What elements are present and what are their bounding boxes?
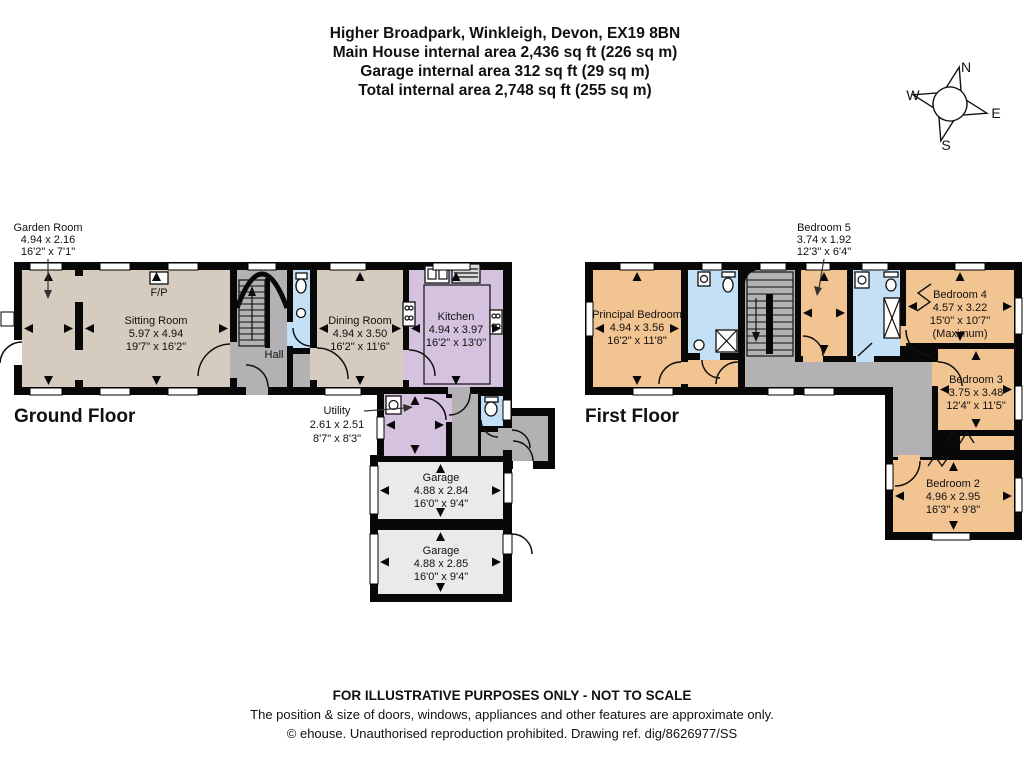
bedroom3-metric: 3.75 x 3.48 bbox=[948, 387, 1004, 399]
compass-w: W bbox=[906, 87, 920, 103]
garden-room-metric: 4.94 x 2.16 bbox=[20, 234, 76, 246]
bedroom3-imperial: 12'4" x 11'5" bbox=[946, 400, 1006, 412]
first-floor-label: First Floor bbox=[585, 406, 679, 427]
dining-room-metric: 4.94 x 3.50 bbox=[332, 328, 388, 340]
exterior-step bbox=[1, 312, 14, 326]
footer-disclaimer: FOR ILLUSTRATIVE PURPOSES ONLY - NOT TO SCALE bbox=[332, 688, 692, 703]
window-gap bbox=[702, 263, 722, 270]
landing-corridor bbox=[893, 387, 932, 457]
fireplace-label: F/P bbox=[150, 287, 168, 299]
garden-room-imperial: 16'2" x 7'1" bbox=[20, 246, 76, 258]
garage1-metric: 4.88 x 2.84 bbox=[413, 485, 469, 497]
garage2-imperial: 16'0" x 9'4" bbox=[413, 571, 469, 583]
footer-accuracy: The position & size of doors, windows, appliances and other features are approximate only. bbox=[250, 707, 774, 722]
window-gap bbox=[100, 388, 130, 395]
utility-name: Utility bbox=[323, 405, 351, 417]
compass-e: E bbox=[991, 105, 1001, 121]
bedroom5-name: Bedroom 5 bbox=[797, 222, 851, 234]
landing bbox=[745, 362, 932, 387]
window-gap bbox=[886, 464, 893, 490]
window-gap bbox=[248, 263, 276, 270]
window-gap bbox=[504, 473, 512, 503]
window-gap bbox=[1015, 298, 1022, 334]
window-gap bbox=[768, 388, 794, 395]
garage1-name: Garage bbox=[422, 472, 460, 484]
porch bbox=[512, 416, 548, 461]
page-title: Higher Broadpark, Winkleigh, Devon, EX19 8BN bbox=[329, 25, 681, 42]
window-gap bbox=[503, 400, 511, 420]
window-gap bbox=[804, 388, 834, 395]
compass-n: N bbox=[960, 59, 972, 75]
sitting-room-imperial: 19'7" x 16'2" bbox=[125, 341, 187, 353]
bedroom4-metric: 4.57 x 3.22 bbox=[932, 302, 988, 314]
window-gap bbox=[503, 534, 512, 554]
dining-room-imperial: 16'2" x 11'6" bbox=[330, 341, 390, 353]
hall-name: Hall bbox=[264, 349, 284, 361]
principal-bedroom-metric: 4.94 x 3.56 bbox=[609, 322, 665, 334]
washer-icon bbox=[386, 396, 401, 414]
window-gap bbox=[760, 263, 786, 270]
window-gap bbox=[325, 388, 361, 395]
garage2-metric: 4.88 x 2.85 bbox=[413, 558, 469, 570]
kitchen-name: Kitchen bbox=[437, 311, 475, 323]
window-gap bbox=[370, 534, 378, 584]
window-gap bbox=[100, 263, 130, 270]
window-gap bbox=[433, 263, 470, 270]
hall-rear-lobby bbox=[293, 354, 310, 387]
window-gap bbox=[377, 417, 384, 439]
bedroom3-name: Bedroom 3 bbox=[949, 374, 1003, 386]
header bbox=[330, 25, 680, 99]
garage2-name: Garage bbox=[422, 545, 460, 557]
bedroom4-imperial: 15'0" x 10'7" bbox=[929, 315, 991, 327]
footer bbox=[250, 688, 774, 741]
kitchen-metric: 4.94 x 3.97 bbox=[428, 324, 484, 336]
bedroom2-name: Bedroom 2 bbox=[926, 478, 980, 490]
bedroom2-metric: 4.96 x 2.95 bbox=[925, 491, 981, 503]
sitting-room-metric: 5.97 x 4.94 bbox=[128, 328, 184, 340]
utility-metric: 2.61 x 2.51 bbox=[309, 419, 365, 431]
bedroom4-extra: (Maximum) bbox=[932, 328, 988, 340]
bedroom5-imperial: 12'3" x 6'4" bbox=[796, 246, 852, 258]
window-gap bbox=[862, 263, 888, 270]
window-gap bbox=[1015, 386, 1022, 420]
dining-room-name: Dining Room bbox=[328, 315, 392, 327]
window-gap bbox=[30, 263, 62, 270]
rear-hall bbox=[452, 394, 478, 456]
window-gap bbox=[806, 263, 830, 270]
window-gap bbox=[620, 263, 654, 270]
garage1-imperial: 16'0" x 9'4" bbox=[413, 498, 469, 510]
window-gap bbox=[168, 388, 198, 395]
kitchen-imperial: 16'2" x 13'0" bbox=[425, 337, 487, 349]
window-gap bbox=[30, 388, 62, 395]
window-gap bbox=[633, 388, 673, 395]
utility-imperial: 8'7" x 8'3" bbox=[312, 433, 362, 445]
window-gap bbox=[955, 263, 985, 270]
bedroom2-imperial: 16'3" x 9'8" bbox=[925, 504, 981, 516]
main-house-area: Main House internal area 2,436 sq ft (226 sq m) bbox=[332, 44, 678, 61]
principal-lobby bbox=[688, 360, 738, 387]
ground-floor-label: Ground Floor bbox=[14, 406, 136, 427]
principal-bedroom-name: Principal Bedroom bbox=[592, 309, 682, 321]
compass-s: S bbox=[941, 137, 951, 153]
window-gap bbox=[330, 263, 366, 270]
principal-bedroom-imperial: 16'2" x 11'8" bbox=[607, 335, 667, 347]
bedroom5-metric: 3.74 x 1.92 bbox=[796, 234, 852, 246]
garage-area: Garage internal area 312 sq ft (29 sq m) bbox=[360, 63, 650, 80]
total-area: Total internal area 2,748 sq ft (255 sq m) bbox=[358, 82, 652, 99]
sitting-room-name: Sitting Room bbox=[124, 315, 188, 327]
compass-rose-icon bbox=[904, 58, 1001, 153]
window-gap bbox=[370, 466, 378, 514]
garden-room-name: Garden Room bbox=[13, 222, 83, 234]
bedroom4-name: Bedroom 4 bbox=[933, 289, 987, 301]
window-gap bbox=[1015, 478, 1022, 512]
window-gap bbox=[168, 263, 198, 270]
window-gap bbox=[932, 533, 970, 540]
bedroom-closet bbox=[960, 436, 1014, 450]
footer-copyright: © ehouse. Unauthorised reproduction prohibited. Drawing ref. dig/8626977/SS bbox=[286, 726, 738, 741]
